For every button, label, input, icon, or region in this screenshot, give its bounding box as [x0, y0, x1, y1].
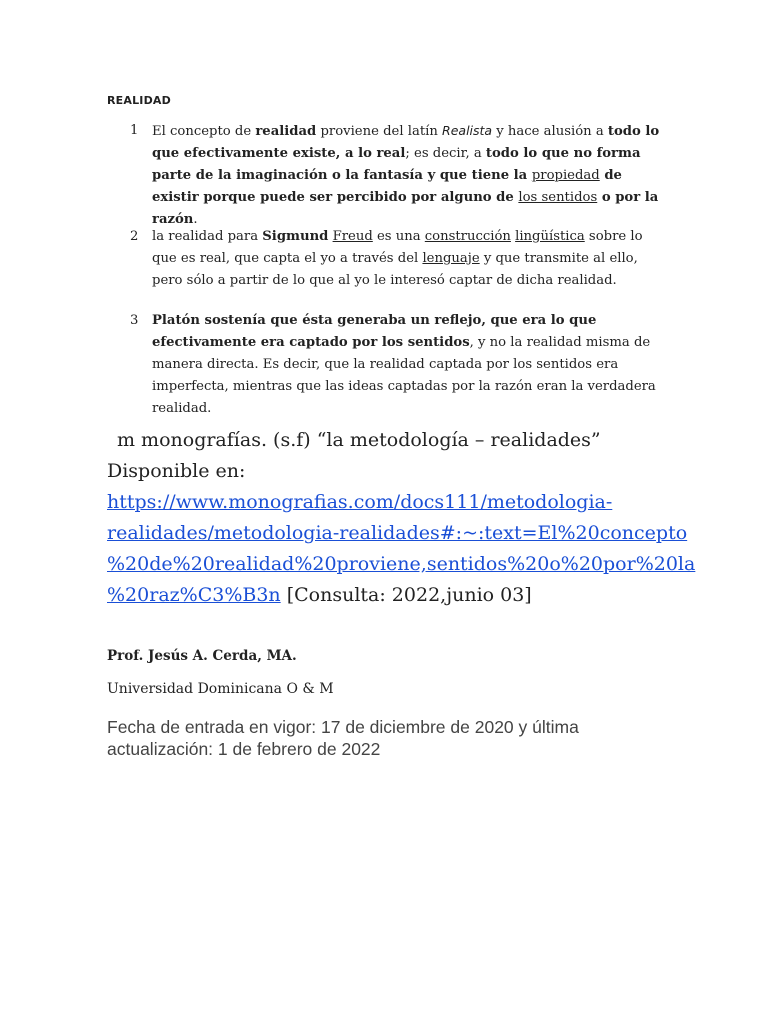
- reference-title: m monografías. (s.f) “la metodología – realidades”: [117, 429, 601, 451]
- university-name: Universidad Dominicana O & M: [107, 681, 334, 697]
- list-number: 2: [130, 229, 139, 244]
- reference-block: [107, 425, 727, 611]
- reference-available: Disponible en:: [107, 460, 246, 482]
- underlined-term[interactable]: lingüística: [515, 229, 585, 244]
- text-run: , y no la realidad misma de manera directa. Es decir, que la realidad captada por los sentidos era imperfecta, mientras que las ideas captadas por la razón eran la verdadera realidad.: [152, 335, 656, 416]
- list-number: 3: [130, 313, 139, 328]
- reference-link[interactable]: %20raz%C3%B3n: [107, 584, 281, 606]
- reference-link[interactable]: https://www.monografias.com/docs111/metodologia-: [107, 491, 613, 513]
- text-run: .: [193, 212, 198, 227]
- italic-run: Realista: [442, 123, 493, 138]
- bold-run: todo lo que efectivamente existe, a lo real: [152, 124, 660, 161]
- author-name: Prof. Jesús A. Cerda, MA.: [107, 648, 297, 664]
- underlined-term[interactable]: los sentidos: [518, 190, 598, 205]
- reference-link-line: [107, 580, 727, 611]
- reference-link-line: [107, 549, 727, 580]
- reference-consulta: [Consulta: 2022,junio 03]: [280, 584, 532, 606]
- reference-link[interactable]: %20de%20realidad%20proviene,sentidos%20o%20por%20la: [107, 553, 696, 575]
- text-run: y que transmite al ello, pero sólo a partir de lo que al yo le interesó captar de dicha realidad.: [152, 251, 638, 288]
- reference-link[interactable]: realidades/metodologia-realidades#:~:text=El%20concepto: [107, 522, 688, 544]
- text-run: sobre lo que es real, que capta el yo a través del: [152, 229, 643, 266]
- text-run: y hace alusión a: [492, 124, 608, 139]
- text-run: ; es decir, a: [405, 146, 486, 161]
- reference-link-line: [107, 518, 727, 549]
- bold-run: o por la razón: [152, 190, 659, 227]
- text-run: la realidad para: [152, 229, 263, 244]
- document-heading: REALIDAD: [107, 94, 171, 107]
- bold-run: Platón sostenía que ésta generaba un reflejo, que era lo que efectivamente era captado por los sentidos: [152, 313, 597, 350]
- text-run: El concepto de: [152, 124, 256, 139]
- bold-run: de existir porque puede ser percibido por alguno de: [152, 168, 622, 205]
- text-run: proviene del latín: [316, 124, 443, 139]
- bold-run: todo lo que no forma parte de la imaginación o la fantasía y que tiene la: [152, 146, 641, 183]
- effective-date-note: Fecha de entrada en vigor: 17 de diciembre de 2020 y última actualización: 1 de febrero de 2022: [107, 717, 579, 759]
- underlined-term[interactable]: propiedad: [531, 168, 600, 183]
- underlined-term[interactable]: construcción: [424, 229, 511, 244]
- list-number: 1: [130, 123, 139, 138]
- list-item-text: [152, 226, 667, 292]
- list-item-text: [152, 120, 667, 231]
- underlined-term[interactable]: Freud: [332, 229, 373, 244]
- list-item-text: [152, 310, 667, 420]
- reference-link-line: [107, 487, 727, 518]
- bold-run: Sigmund: [262, 229, 329, 244]
- bold-run: realidad: [255, 124, 317, 139]
- text-run: es una: [372, 229, 425, 244]
- underlined-term[interactable]: lenguaje: [422, 251, 480, 266]
